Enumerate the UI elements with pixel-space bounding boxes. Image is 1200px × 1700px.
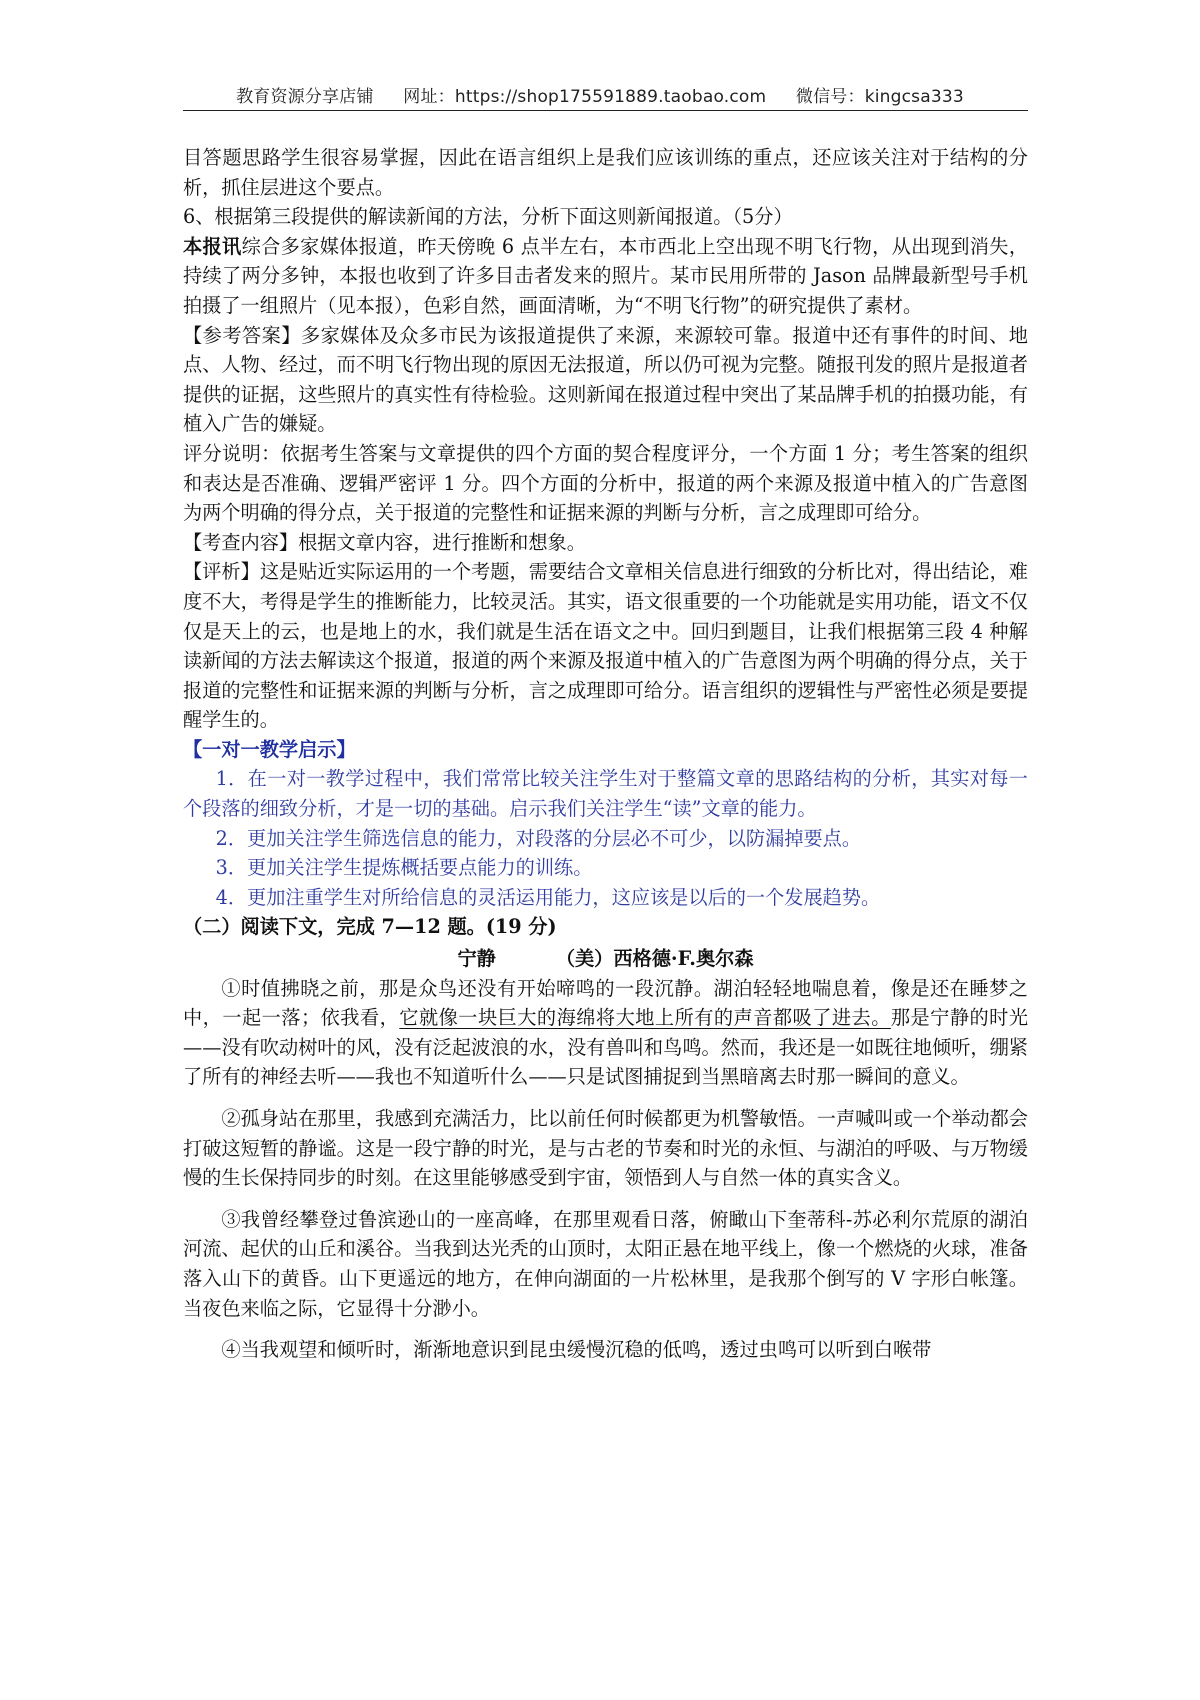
analysis: 【评析】这是贴近实际运用的一个考题，需要结合文章相关信息进行细致的分析比对，得出结论，难度不大，考得是学生的推断能力，比较灵活。其实，语文很重要的一个功能就是实用功能，语文不仅仅是天上的云，也是地上的水，我们就是生活在语文之中。回归到题目，让我们根据第三段 4 种解读新闻的方法去解读这个报道，报道的两个来源及报道中植入的广告意图为两个明确的得分点，关于报道的完整性和证据来源的判断与分析，言之成理即可给分。语言组织的逻辑性与严密性必须是要提醒学生的。 — [183, 560, 1028, 732]
page-header — [170, 82, 1030, 107]
teaching-item-1: 1．在一对一教学过程中，我们常常比较关注学生对于整篇文章的思路结构的分析，其实对每一个段落的细致分析，才是一切的基础。启示我们关注学生“读”文章的能力。 — [183, 767, 1028, 821]
essay-paragraph-1 — [183, 974, 1028, 1092]
header-website: 网址：https://shop175591889.taobao.com — [403, 87, 767, 107]
content-check: 【考查内容】根据文章内容，进行推断和想象。 — [183, 530, 586, 554]
essay-p1-part-b: 那是宁静的时光——没有吹动树叶的风，没有泛起波浪的水，没有兽叫和鸟鸣。然而，我还是一如既往地倾听，绷紧了所有的神经去听——我也不知道听什么——只是试图捕捉到当黑暗离去时那一瞬间的意义。 — [183, 1006, 1029, 1089]
continued-paragraph: 目答题思路学生很容易掌握，因此在语言组织上是我们应该训练的重点，还应该关注对于结构的分析，抓住层进这个要点。 — [183, 146, 1028, 199]
essay-paragraph-4: ④当我观望和倾听时，渐渐地意识到昆虫缓慢沉稳的低鸣，透过虫鸣可以听到白喉带 — [221, 1338, 932, 1362]
header-shop-name: 教育资源分享店铺 — [236, 87, 374, 107]
essay-p1-part-a: ①时值拂晓之前，那是众鸟还没有开始啼鸣的一段沉静。湖泊轻轻地喘息着，像是还在睡梦之中，一起一落；依我看， — [183, 976, 1028, 1030]
essay-paragraph-3: ③我曾经攀登过鲁滨逊山的一座高峰，在那里观看日落，俯瞰山下奎蒂科-苏必利尔荒原的湖泊河流、起伏的山丘和溪谷。当我到达光秃的山顶时，太阳正悬在地平线上，像一个燃烧的火球，准备落入山下的黄昏。山下更遥远的地方，在伸向湖面的一片松林里，是我那个倒写的 V 字形白帐篷。当夜色来临之际，它显得十分渺小。 — [183, 1207, 1028, 1320]
essay-title-line — [183, 944, 1028, 974]
document-body — [183, 143, 1028, 1365]
header-wechat: 微信号：kingcsa333 — [795, 87, 964, 107]
question-6: 6、根据第三段提供的解读新闻的方法，分析下面这则新闻报道。（5分） — [183, 205, 793, 229]
news-body: 综合多家媒体报道，昨天傍晚 6 点半左右，本市西北上空出现不明飞行物，从出现到消失，持续了两分多钟，本报也收到了许多目击者发来的照片。某市民用所带的 Jason 品牌最新型号手机拍摄了一组照片（见本报），色彩自然，画面清晰，为“不明飞行物”的研究提供了素材。 — [183, 234, 1029, 317]
teaching-heading: 【一对一教学启示】 — [183, 737, 356, 761]
news-report — [183, 232, 1028, 321]
underlined-sentence: 它就像一块巨大的海绵将大地上所有的声音都吸了进去。 — [399, 1006, 891, 1030]
essay-paragraph-2: ②孤身站在那里，我感到充满活力，比以前任何时候都更为机警敏悟。一声喊叫或一个举动都会打破这短暂的静谧。这是一段宁静的时光，是与古老的节奏和时光的永恒、与湖泊的呼吸、与万物缓慢的生长保持同步的时刻。在这里能够感受到宇宙，领悟到人与自然一体的真实含义。 — [183, 1107, 1028, 1190]
section-2-heading: （二）阅读下文，完成 7—12 题。(19 分) — [183, 915, 557, 939]
news-lead: 本报讯 — [183, 234, 242, 258]
teaching-item-3: 3．更加关注学生提炼概括要点能力的训练。 — [215, 856, 593, 880]
header-divider — [183, 110, 1028, 111]
reference-answer: 【参考答案】多家媒体及众多市民为该报道提供了来源，来源较可靠。报道中还有事件的时间、地点、人物、经过，而不明飞行物出现的原因无法报道，所以仍可视为完整。随报刊发的照片是报道者提供的证据，这些照片的真实性有待检验。这则新闻在报道过程中突出了某品牌手机的拍摄功能，有植入广告的嫌疑。 — [183, 323, 1028, 436]
essay-title: 宁静 — [457, 947, 496, 971]
essay-author: （美）西格德·F.奥尔森 — [555, 947, 754, 971]
teaching-item-4: 4．更加注重学生对所给信息的灵活运用能力，这应该是以后的一个发展趋势。 — [215, 885, 881, 909]
scoring-notes: 评分说明：依据考生答案与文章提供的四个方面的契合程度评分，一个方面 1 分；考生答案的组织和表达是否准确、逻辑严密评 1 分。四个方面的分析中，报道的两个来源及报道中植入的广告意图为两个明确的得分点，关于报道的完整性和证据来源的判断与分析，言之成理即可给分。 — [183, 441, 1028, 525]
teaching-item-2: 2．更加关注学生筛选信息的能力，对段落的分层必不可少，以防漏掉要点。 — [215, 826, 862, 850]
